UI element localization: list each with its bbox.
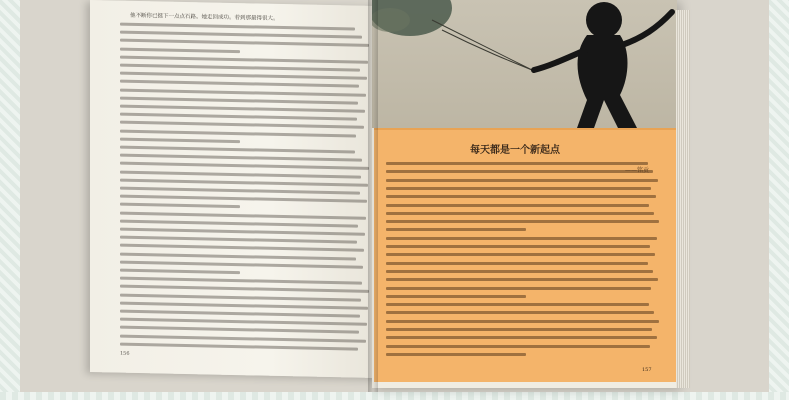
text-line xyxy=(120,334,366,342)
text-line xyxy=(120,96,358,104)
text-line xyxy=(120,154,362,162)
text-line xyxy=(120,277,362,285)
text-line xyxy=(386,220,659,223)
text-line xyxy=(386,328,652,331)
text-line xyxy=(386,287,651,290)
text-line xyxy=(120,326,359,334)
text-line xyxy=(120,178,368,186)
text-line xyxy=(120,129,356,137)
text-line xyxy=(120,244,364,252)
text-line xyxy=(120,64,360,72)
text-line xyxy=(120,39,369,47)
text-line xyxy=(120,47,240,53)
text-line xyxy=(386,245,650,248)
text-line xyxy=(120,269,240,275)
text-line xyxy=(120,260,363,268)
page-edges xyxy=(676,10,690,388)
text-line xyxy=(120,236,357,244)
text-line xyxy=(386,320,659,323)
text-line xyxy=(386,212,654,215)
article-text xyxy=(386,162,661,362)
text-line xyxy=(120,170,361,178)
decorative-border-right xyxy=(769,0,789,400)
text-line xyxy=(120,252,356,260)
text-line xyxy=(120,105,365,113)
text-line xyxy=(120,285,369,293)
left-page xyxy=(90,0,390,378)
silhouette-photo xyxy=(372,0,677,128)
left-page-text xyxy=(120,23,370,358)
text-line xyxy=(386,278,658,281)
text-line xyxy=(386,237,657,240)
text-line xyxy=(120,137,240,143)
child-silhouette-image xyxy=(372,0,677,128)
text-line xyxy=(386,162,648,165)
text-line xyxy=(386,228,526,231)
text-line xyxy=(120,88,366,96)
text-line xyxy=(386,179,658,182)
text-line xyxy=(120,162,369,170)
text-line xyxy=(120,318,367,326)
right-page-number: 157 xyxy=(642,367,652,373)
text-line xyxy=(386,270,653,273)
text-line xyxy=(386,170,653,173)
text-line xyxy=(386,195,656,198)
text-line xyxy=(120,293,361,301)
text-line xyxy=(120,80,359,88)
text-line xyxy=(386,336,657,339)
article-title: 每天都是一个新起点 xyxy=(470,145,560,156)
text-line xyxy=(120,211,366,219)
text-line xyxy=(120,113,357,121)
text-line xyxy=(120,55,368,63)
text-line xyxy=(386,345,650,348)
text-line xyxy=(120,146,355,154)
text-line xyxy=(120,301,368,309)
text-line xyxy=(120,121,364,129)
text-line xyxy=(386,303,649,306)
text-line xyxy=(386,187,651,190)
text-line xyxy=(120,195,367,203)
text-line xyxy=(120,310,360,318)
text-line xyxy=(386,295,526,298)
decorative-border-bottom xyxy=(0,392,789,400)
text-line xyxy=(386,204,649,207)
text-line xyxy=(120,342,358,350)
article-author: ——铭贡 xyxy=(625,167,650,174)
text-line xyxy=(120,23,355,31)
text-line xyxy=(120,72,367,80)
text-line xyxy=(120,203,240,209)
left-page-number: 156 xyxy=(120,350,130,357)
text-line xyxy=(120,228,365,236)
text-line xyxy=(120,31,362,39)
text-line xyxy=(386,353,526,356)
book-gutter xyxy=(368,0,378,392)
text-line xyxy=(386,262,648,265)
left-page-top-line: 他不断你已挺下一点点石路。她走回成功。若到那最得很大。 xyxy=(130,12,279,22)
text-line xyxy=(120,219,358,227)
text-line xyxy=(386,253,655,256)
decorative-border-left xyxy=(0,0,20,400)
text-line xyxy=(386,311,654,314)
text-line xyxy=(120,187,360,195)
